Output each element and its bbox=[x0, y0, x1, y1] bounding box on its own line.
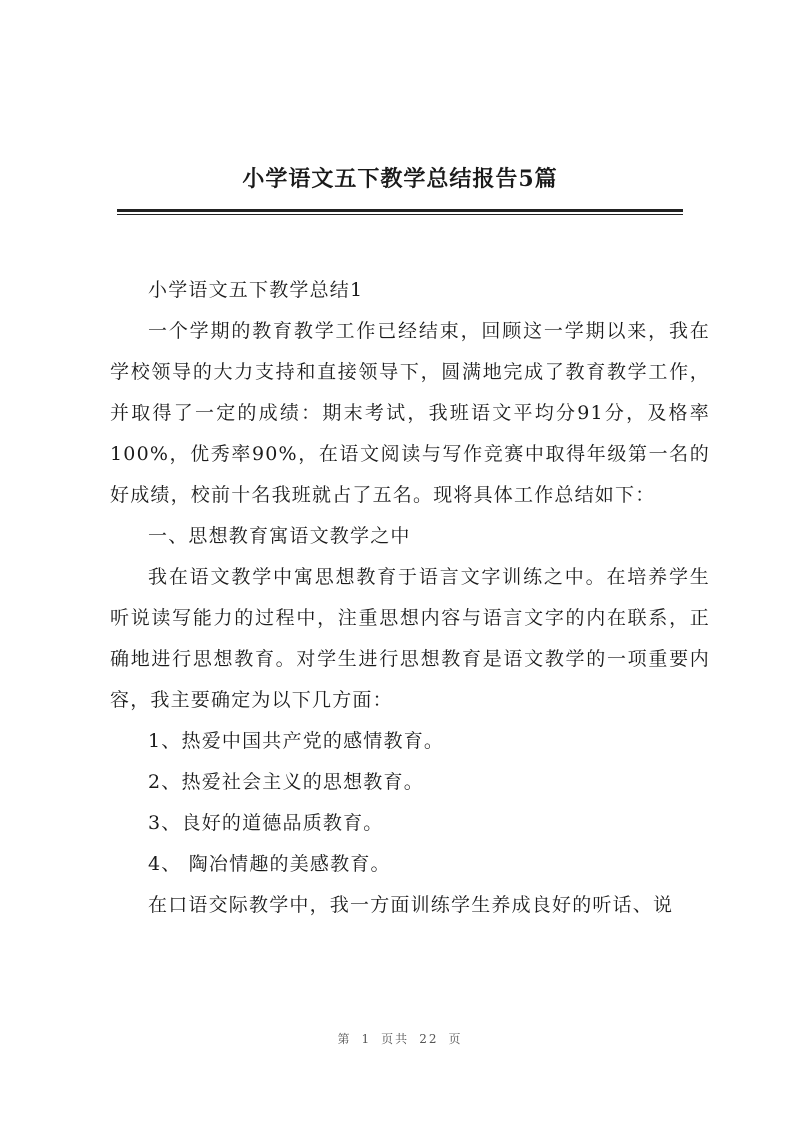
list-item: 4、 陶冶情趣的美感教育。 bbox=[148, 853, 391, 875]
title-rule-thick bbox=[117, 209, 683, 212]
title-rule-thin bbox=[117, 214, 683, 215]
document-body bbox=[110, 270, 710, 926]
paragraph: 一个学期的教育教学工作已经结束，回顾这一学期以来，我在学校领导的大力支持和直接领导下，圆满地完成了教育教学工作，并取得了一定的成绩：期末考试，我班语文平均分91分，及格率100%，优秀率90%，在语文阅读与写作竞赛中取得年级第一名的好成绩，校前十名我班就占了五名。现将具体工作总结如下： bbox=[110, 320, 710, 506]
footer-suffix: 页 bbox=[448, 1032, 463, 1046]
list-item: 3、良好的道德品质教育。 bbox=[148, 812, 384, 834]
section-heading: 小学语文五下教学总结1 bbox=[148, 279, 364, 301]
footer-prefix: 第 bbox=[337, 1032, 352, 1046]
list-item: 2、热爱社会主义的思想教育。 bbox=[148, 771, 424, 793]
section-heading: 一、思想教育寓语文教学之中 bbox=[148, 525, 411, 547]
footer-total-pages: 22 bbox=[419, 1032, 439, 1046]
paragraph: 在口语交际教学中，我一方面训练学生养成良好的听话、说 bbox=[148, 894, 674, 916]
footer-middle: 页共 bbox=[381, 1032, 410, 1046]
page-footer bbox=[0, 1030, 800, 1047]
document-title: 小学语文五下教学总结报告5篇 bbox=[242, 166, 558, 192]
list-item: 1、热爱中国共产党的感情教育。 bbox=[148, 730, 445, 752]
paragraph: 我在语文教学中寓思想教育于语言文字训练之中。在培养学生听说读写能力的过程中，注重思想内容与语言文字的内在联系，正确地进行思想教育。对学生进行思想教育是语文教学的一项重要内容，我主要确定为以下几方面： bbox=[110, 566, 710, 711]
footer-page-number: 1 bbox=[361, 1032, 372, 1046]
